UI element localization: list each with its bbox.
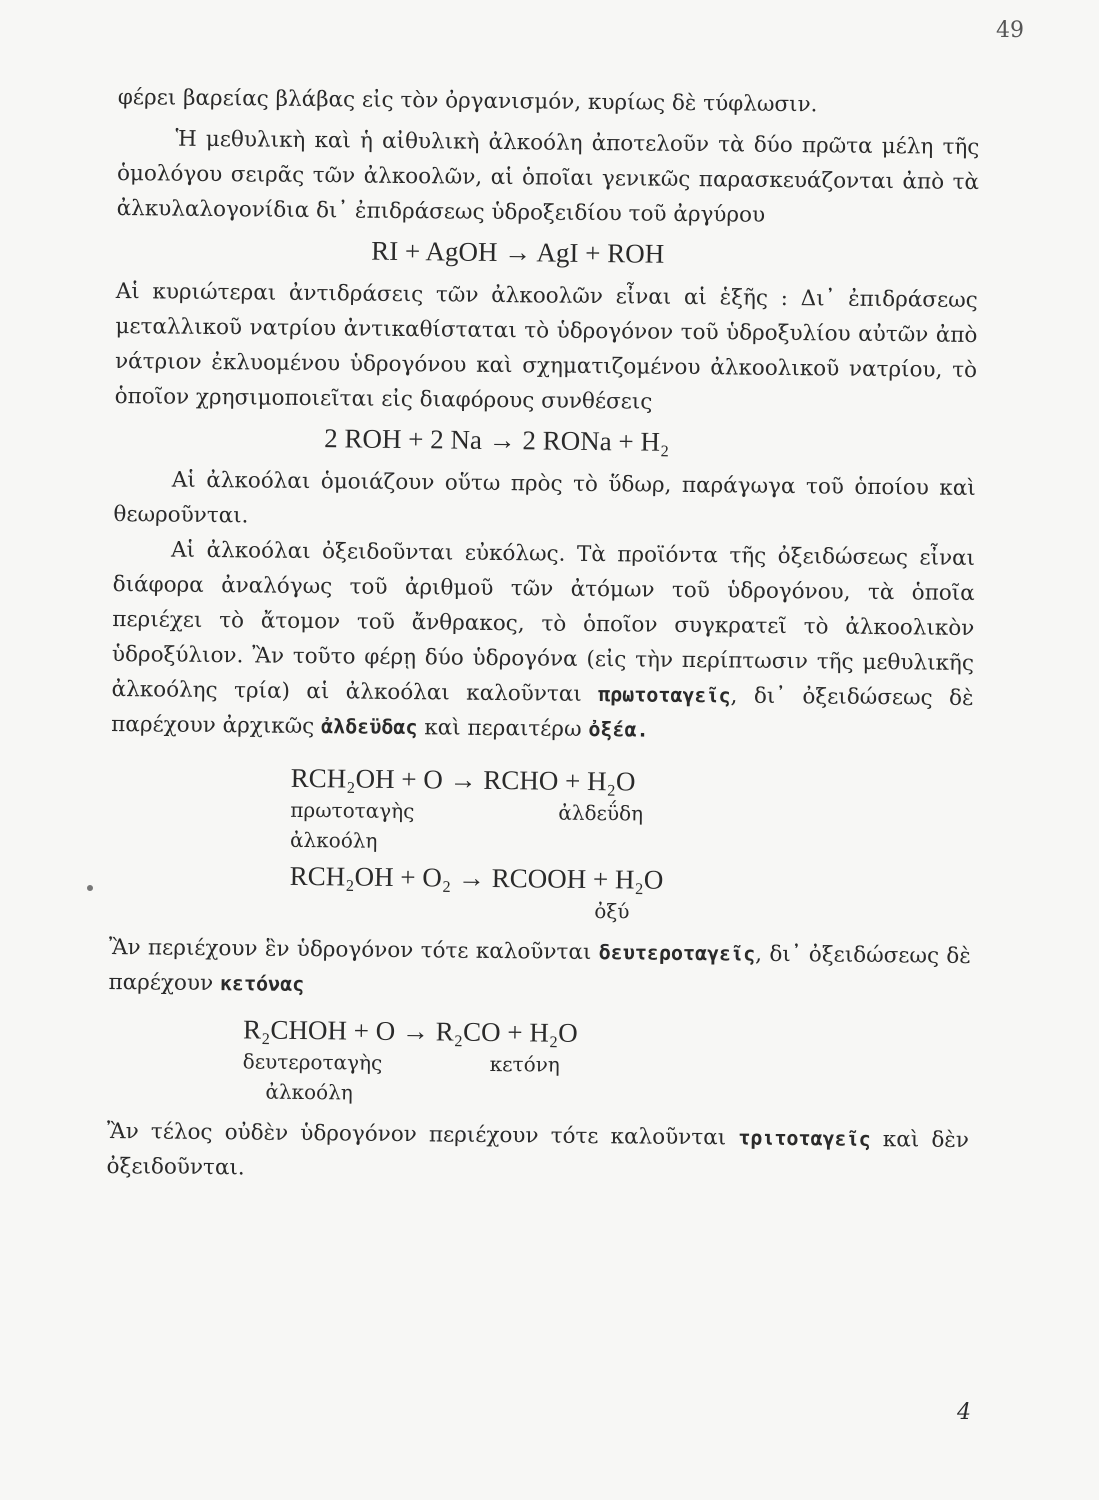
equation-sodium: 2 ROH + 2 Na → 2 RONa + H₂ <box>324 423 670 457</box>
equation-block-acid <box>109 854 972 933</box>
label-acid: ὀξύ <box>594 899 630 924</box>
paragraph-methyl-ethyl: Ἡ μεθυλικὴ καὶ ἡ αἰθυλικὴ ἀλκοόλη ἀποτελοῦν τὰ δύο πρῶτα μέλη τῆς ὁμολόγου σειρᾶς τῶν ἀλκοολῶν, αἱ ὁποῖαι γενικῶς παρασκευάζονται ἀπὸ τὰ ἀλκυλαλογονίδια δι᾽ ἐπιδράσεως ὑδροξειδίου τοῦ ἀργύρου <box>116 126 980 228</box>
term-secondary: δευτεροταγεῖς <box>598 940 756 966</box>
equation-acid-oxidation: RCH₂OH + O₂ → RCOOH + H₂O <box>289 860 664 895</box>
paragraph-water-analog: Αἱ ἀλκοόλαι ὁμοιάζουν οὕτω πρὸς τὸ ὕδωρ, παράγωγα τοῦ ὁποίου καὶ θεωροῦνται. <box>113 467 976 529</box>
label-primary: πρωτοταγὴς <box>290 797 415 824</box>
margin-dot <box>87 885 93 891</box>
term-ketones: κετόνας <box>219 971 305 996</box>
term-acids: ὀξέα. <box>588 716 649 742</box>
equation-primary-oxidation: RCH₂OH + O → RCHO + H₂O <box>290 762 636 797</box>
signature-mark: 4 <box>957 1400 971 1425</box>
secondary-text-a: Ἂν περιέχουν ἓν ὑδρογόνον τότε καλοῦνται <box>108 934 592 966</box>
label-secondary: δευτεροταγὴς <box>242 1049 383 1075</box>
tertiary-text-b: καὶ δὲν ὀξειδοῦνται. <box>106 1127 970 1181</box>
oxidation-text-a: Αἱ ἀλκοόλαι ὀξειδοῦνται εὐκόλως. Τὰ προϊόντα τῆς ὀξειδώσεως εἶναι διάφορα ἀναλόγως τοῦ ἀριθμοῦ τῶν ἀτόμων τοῦ ὑδρογόνου, τὰ ὁποῖα περιέχει τὸ ἄτομον τοῦ ἄνθρακος, τὸ ὁποῖον συγκρατεῖ τὸ ἀλκοολικὸν ὑδροξύλιον. Ἂν τοῦτο φέρῃ δύο ὑδρογόνα (εἰς τὴν περίπτωσιν τῆς μεθυλικῆς ἀλκοόλης τρία) αἱ ἀλκοόλαι καλοῦνται <box>111 537 976 707</box>
paragraph-oxidation <box>111 532 975 751</box>
equation-secondary-oxidation: R₂CHOH + O → R₂CO + H₂O <box>242 1014 578 1048</box>
equation-block-aldehyde <box>110 756 973 863</box>
paragraph-reactions: Αἱ κυριώτεραι ἀντιδράσεις τῶν ἀλκοολῶν εἶναι αἱ ἑξῆς : Δι᾽ ἐπιδράσεως μεταλλικοῦ νατρίου ἀντικαθίσταται τὸ ὑδρογόνον τοῦ ὑδροξυλίου αὐτῶν ἀπὸ νάτριον ἐκλυομένου ὑδρογόνου καὶ σχηματιζομένου ἀλκοολικοῦ νατρίου, τὸ ὁποῖον χρησιμοποιεῖται εἰς διαφόρους συνθέσεις <box>114 278 978 415</box>
tertiary-text-a: Ἂν τέλος οὐδὲν ὑδρογόνον περιέχουν τότε καλοῦνται <box>106 1118 727 1151</box>
term-tertiary: τριτοταγεῖς <box>738 1125 871 1151</box>
equation-block-ketone <box>107 1008 970 1117</box>
page-number: 49 <box>996 18 1024 43</box>
paragraph-secondary <box>108 930 971 1009</box>
label-alcohol: ἀλκοόλη <box>289 827 378 853</box>
term-aldehydes: ἀλδεϋδας <box>320 714 418 740</box>
secondary-text-b: , δι᾽ ὀξειδώσεως δὲ παρέχουν <box>108 941 971 997</box>
label-aldehyde: ἀλδεΰδη <box>558 800 644 826</box>
oxidation-text-c: καὶ περαιτέρω <box>424 715 582 742</box>
paragraph-intro: φέρει βαρείας βλάβας εἰς τὸν ὀργανισμόν, κυρίως δὲ τύφλωσιν. <box>117 84 818 118</box>
oxidation-text-b: , δι᾽ ὀξειδώσεως δὲ παρέχουν ἀρχικῶς <box>111 683 974 740</box>
label-alcohol-2: ἀλκοόλη <box>265 1079 353 1105</box>
equation-silver-hydroxide: RI + AgOH → AgI + ROH <box>371 235 665 269</box>
label-ketone: κετόνη <box>489 1051 560 1077</box>
page-body <box>106 80 980 1193</box>
paragraph-tertiary <box>106 1114 969 1193</box>
term-primary: πρωτοταγεῖς <box>598 682 731 708</box>
